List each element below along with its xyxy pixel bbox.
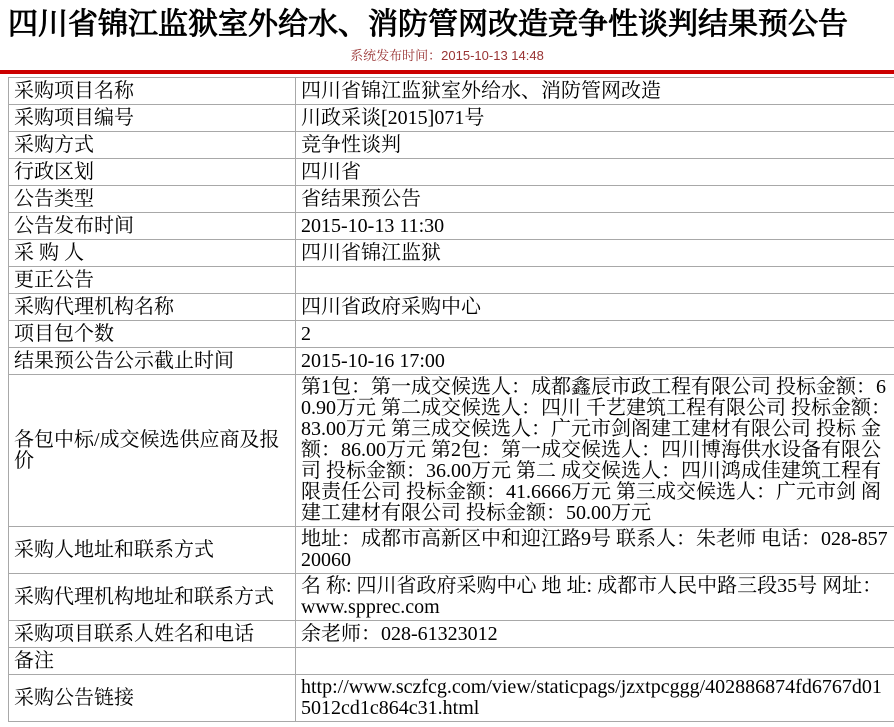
- row-value-procurement-method: 竞争性谈判: [296, 132, 894, 159]
- row-value-project-name: 四川省锦江监狱室外给水、消防管网改造: [296, 78, 894, 105]
- row-label-agency-name: 采购代理机构名称: [9, 294, 296, 321]
- row-value-agency-name: 四川省政府采购中心: [296, 294, 894, 321]
- row-label-project-contact: 采购项目联系人姓名和电话: [9, 621, 296, 648]
- row-value-agency-contact: 名 称: 四川省政府采购中心 地 址: 成都市人民中路三段35号 网址：www.spprec.com: [296, 574, 894, 621]
- table-row: [9, 321, 894, 348]
- table-row: [9, 78, 894, 105]
- table-row: [9, 213, 894, 240]
- row-label-procurement-method: 采购方式: [9, 132, 296, 159]
- row-value-admin-region: 四川省: [296, 159, 894, 186]
- table-row: [9, 294, 894, 321]
- row-value-purchaser-contact: 地址：成都市高新区中和迎江路9号 联系人：朱老师 电话：028-85720060: [296, 527, 894, 574]
- table-row: [9, 621, 894, 648]
- row-value-remarks: [296, 648, 894, 675]
- row-value-announcement-type: 省结果预公告: [296, 186, 894, 213]
- publish-time: 系统发布时间：2015-10-13 14:48: [350, 48, 544, 63]
- table-row: [9, 648, 894, 675]
- table-row: [9, 105, 894, 132]
- table-row: [9, 574, 894, 621]
- row-value-correction-notice: [296, 267, 894, 294]
- row-label-announcement-link: 采购公告链接: [9, 675, 296, 722]
- row-value-winning-candidates: 第1包：第一成交候选人：成都鑫辰市政工程有限公司 投标金额：60.90万元 第二成交候选人：四川 千艺建筑工程有限公司 投标金额：83.00万元 第三成交候选人：广元市剑阁建工建材有限公司 投标 金额：86.00万元 第2包：第一成交候选人：四川博海供水设备有限公司 投标金额：36.00万元 第二 成交候选人：四川鸿成佳建筑工程有限责任公司 投标金额：41.6666万元 第三成交候选人：广元市剑 阁建工建材有限公司 投标金额：50.00万元: [296, 375, 894, 527]
- row-label-winning-candidates: 各包中标/成交候选供应商及报价: [9, 375, 296, 527]
- row-value-purchaser: 四川省锦江监狱: [296, 240, 894, 267]
- row-value-publicity-deadline: 2015-10-16 17:00: [296, 348, 894, 375]
- row-label-publish-time: 公告发布时间: [9, 213, 296, 240]
- announcement-url: http://www.sczfcg.com/view/staticpags/jzxtpcggg/402886874fd6767d015012cd1c864c31.html: [296, 675, 894, 722]
- row-value-publish-time: 2015-10-13 11:30: [296, 213, 894, 240]
- row-value-package-count: 2: [296, 321, 894, 348]
- row-value-project-number: 川政采谈[2015]071号: [296, 105, 894, 132]
- table-row: [9, 240, 894, 267]
- row-label-project-number: 采购项目编号: [9, 105, 296, 132]
- row-value-project-contact: 余老师：028-61323012: [296, 621, 894, 648]
- row-label-package-count: 项目包个数: [9, 321, 296, 348]
- procurement-table: [8, 77, 894, 722]
- row-label-correction-notice: 更正公告: [9, 267, 296, 294]
- red-divider: [0, 70, 894, 74]
- row-label-agency-contact: 采购代理机构地址和联系方式: [9, 574, 296, 621]
- row-label-remarks: 备注: [9, 648, 296, 675]
- row-label-purchaser-contact: 采购人地址和联系方式: [9, 527, 296, 574]
- table-row: [9, 186, 894, 213]
- row-label-publicity-deadline: 结果预公告公示截止时间: [9, 348, 296, 375]
- row-label-purchaser: 采 购 人: [9, 240, 296, 267]
- table-row: [9, 675, 894, 722]
- table-row: [9, 132, 894, 159]
- row-label-announcement-type: 公告类型: [9, 186, 296, 213]
- table-row: [9, 159, 894, 186]
- row-label-admin-region: 行政区划: [9, 159, 296, 186]
- table-row: [9, 348, 894, 375]
- table-row: [9, 375, 894, 527]
- page-title: 四川省锦江监狱室外给水、消防管网改造竞争性谈判结果预公告: [8, 8, 848, 41]
- table-row: [9, 527, 894, 574]
- row-label-project-name: 采购项目名称: [9, 78, 296, 105]
- table-row: [9, 267, 894, 294]
